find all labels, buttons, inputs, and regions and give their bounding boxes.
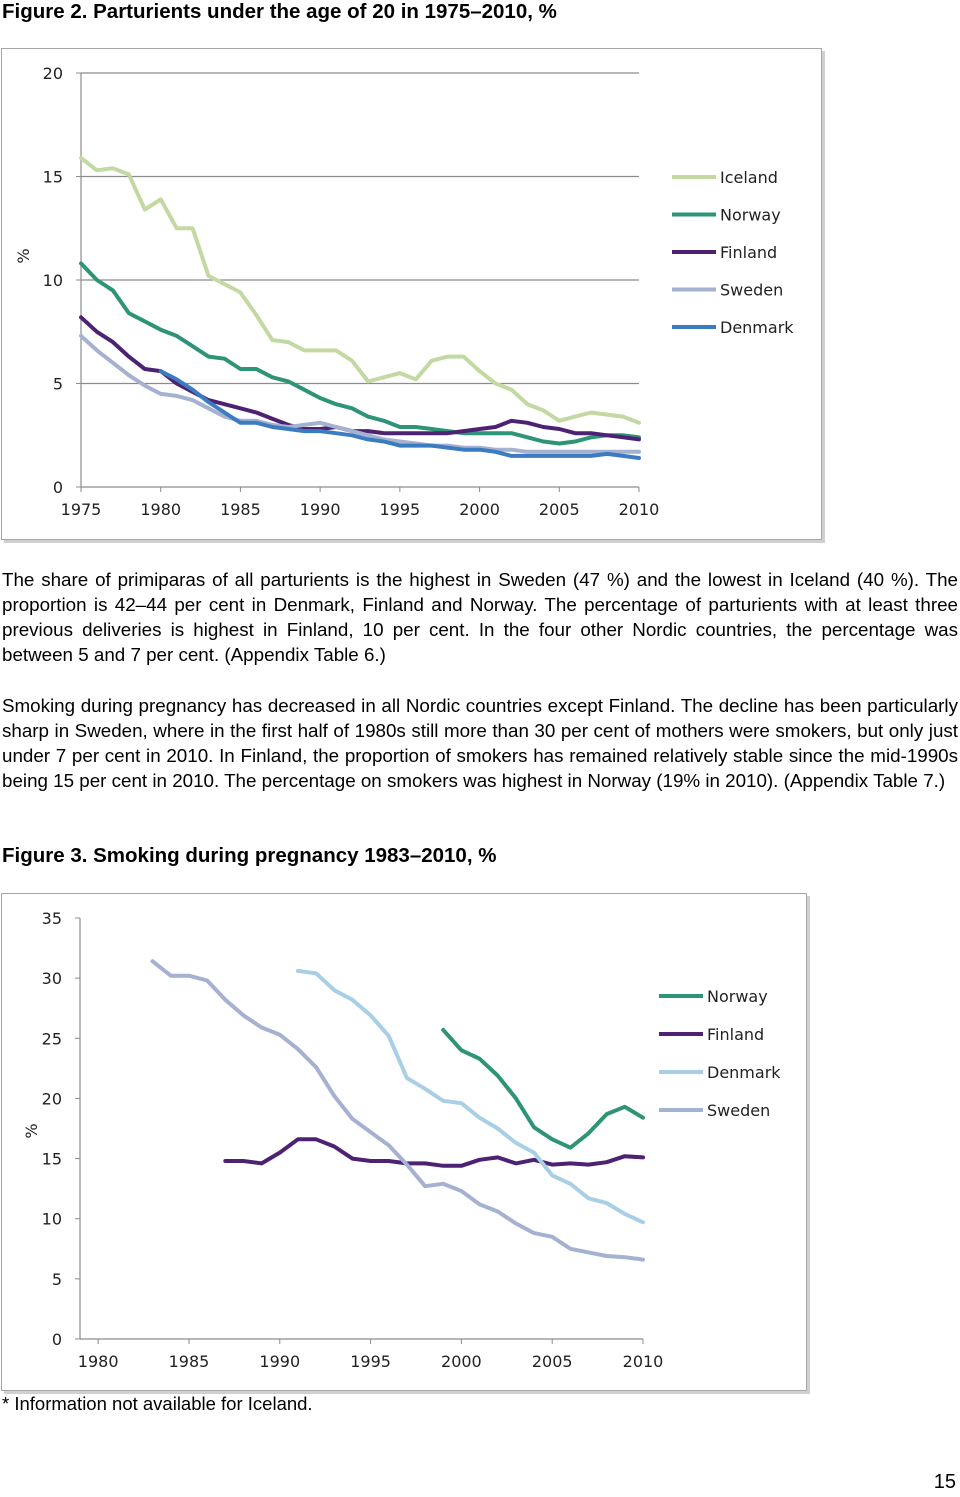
fig3-y-tick-label: 15 bbox=[41, 1149, 62, 1169]
paragraph-smoking: Smoking during pregnancy has decreased in all Nordic countries except Finland. The decline has been particularly sharp in Sweden, where in the first half of 1980s still more than 30 per cent of mothers were smokers, but only just under 7 per cent in 2010. In Finland, the proportion of smokers has remained relatively stable since the mid-1990s being 15 per cent in 2010. The percentage on smokers was highest in Norway (19% in 2010). (Appendix Table 7.) bbox=[2, 695, 958, 791]
figure2-chart bbox=[1, 48, 822, 540]
fig3-x-tick-label: 1990 bbox=[259, 1352, 301, 1371]
fig2-y-tick-label: 5 bbox=[52, 374, 63, 394]
fig2-x-tick-label: 1985 bbox=[220, 500, 261, 519]
fig2-legend-label-finland: Finland bbox=[720, 243, 778, 262]
fig3-line-denmark bbox=[298, 971, 643, 1222]
fig2-x-tick-label: 1980 bbox=[140, 500, 182, 519]
fig2-x-tick-label: 2000 bbox=[459, 500, 500, 519]
paragraph-primiparas: The share of primiparas of all parturients is the highest in Sweden (47 %) and the lowest in Iceland (40 %). The proportion is 42–44 per cent in Denmark, Finland and Norway. The percentage of parturients with at least three previous deliveries is highest in Finland, 10 per cent. In the four other Nordic countries, the percentage was between 5 and 7 per cent. (Appendix Table 6.) bbox=[2, 569, 958, 665]
fig3-x-tick-label: 2000 bbox=[441, 1352, 482, 1371]
fig3-y-tick-label: 25 bbox=[41, 1029, 62, 1049]
page-number: 15 bbox=[933, 1471, 956, 1493]
fig3-line-norway bbox=[443, 1030, 643, 1148]
fig3-x-tick-label: 1985 bbox=[168, 1352, 210, 1371]
fig3-y-tick-label: 0 bbox=[51, 1330, 62, 1349]
fig3-line-sweden bbox=[153, 961, 643, 1259]
fig3-x-tick-label: 2010 bbox=[622, 1352, 664, 1371]
fig3-legend-label-denmark: Denmark bbox=[707, 1063, 781, 1082]
fig2-y-tick-label: 20 bbox=[42, 64, 63, 83]
fig3-y-tick-label: 20 bbox=[41, 1089, 62, 1109]
figure3-note: * Information not available for Iceland. bbox=[2, 1393, 313, 1414]
fig3-y-tick-label: 35 bbox=[41, 909, 62, 928]
fig3-x-tick-label: 1995 bbox=[350, 1352, 391, 1371]
fig3-legend-label-finland: Finland bbox=[707, 1025, 765, 1044]
fig2-y-tick-label: 10 bbox=[42, 271, 63, 290]
figure3-chart bbox=[1, 893, 807, 1391]
fig2-line-sweden bbox=[81, 336, 639, 452]
fig3-y-tick-label: 30 bbox=[41, 969, 62, 989]
figure2-chart-svg bbox=[2, 49, 821, 539]
fig3-line-finland bbox=[225, 1139, 643, 1166]
fig3-y-axis-label: % bbox=[22, 1123, 41, 1139]
fig2-y-tick-label: 0 bbox=[52, 478, 63, 497]
fig2-x-tick-label: 2005 bbox=[538, 500, 580, 519]
fig3-legend-label-sweden: Sweden bbox=[707, 1101, 771, 1120]
fig3-x-tick-label: 1980 bbox=[77, 1352, 119, 1371]
fig2-legend-label-iceland: Iceland bbox=[720, 168, 778, 187]
fig2-x-tick-label: 2010 bbox=[618, 500, 660, 519]
figure2-title: Figure 2. Parturients under the age of 20 in 1975–2010, % bbox=[2, 0, 557, 23]
figure3-title: Figure 3. Smoking during pregnancy 1983–2010, % bbox=[2, 844, 497, 867]
figure3-chart-svg bbox=[2, 894, 806, 1390]
fig3-y-tick-label: 5 bbox=[51, 1269, 62, 1289]
fig2-line-finland bbox=[81, 317, 639, 439]
fig2-line-denmark bbox=[161, 371, 639, 458]
fig2-x-tick-label: 1990 bbox=[299, 500, 341, 519]
fig3-legend-label-norway: Norway bbox=[707, 987, 768, 1006]
fig2-x-tick-label: 1995 bbox=[379, 500, 421, 519]
fig2-legend-label-sweden: Sweden bbox=[720, 280, 784, 300]
fig2-legend-label-denmark: Denmark bbox=[720, 318, 794, 337]
fig2-legend-label-norway: Norway bbox=[720, 205, 781, 225]
fig3-y-tick-label: 10 bbox=[41, 1209, 62, 1229]
fig2-y-tick-label: 15 bbox=[42, 167, 63, 187]
fig2-x-tick-label: 1975 bbox=[60, 500, 102, 519]
fig3-x-tick-label: 2005 bbox=[531, 1352, 573, 1371]
fig2-y-axis-label: % bbox=[14, 248, 33, 264]
